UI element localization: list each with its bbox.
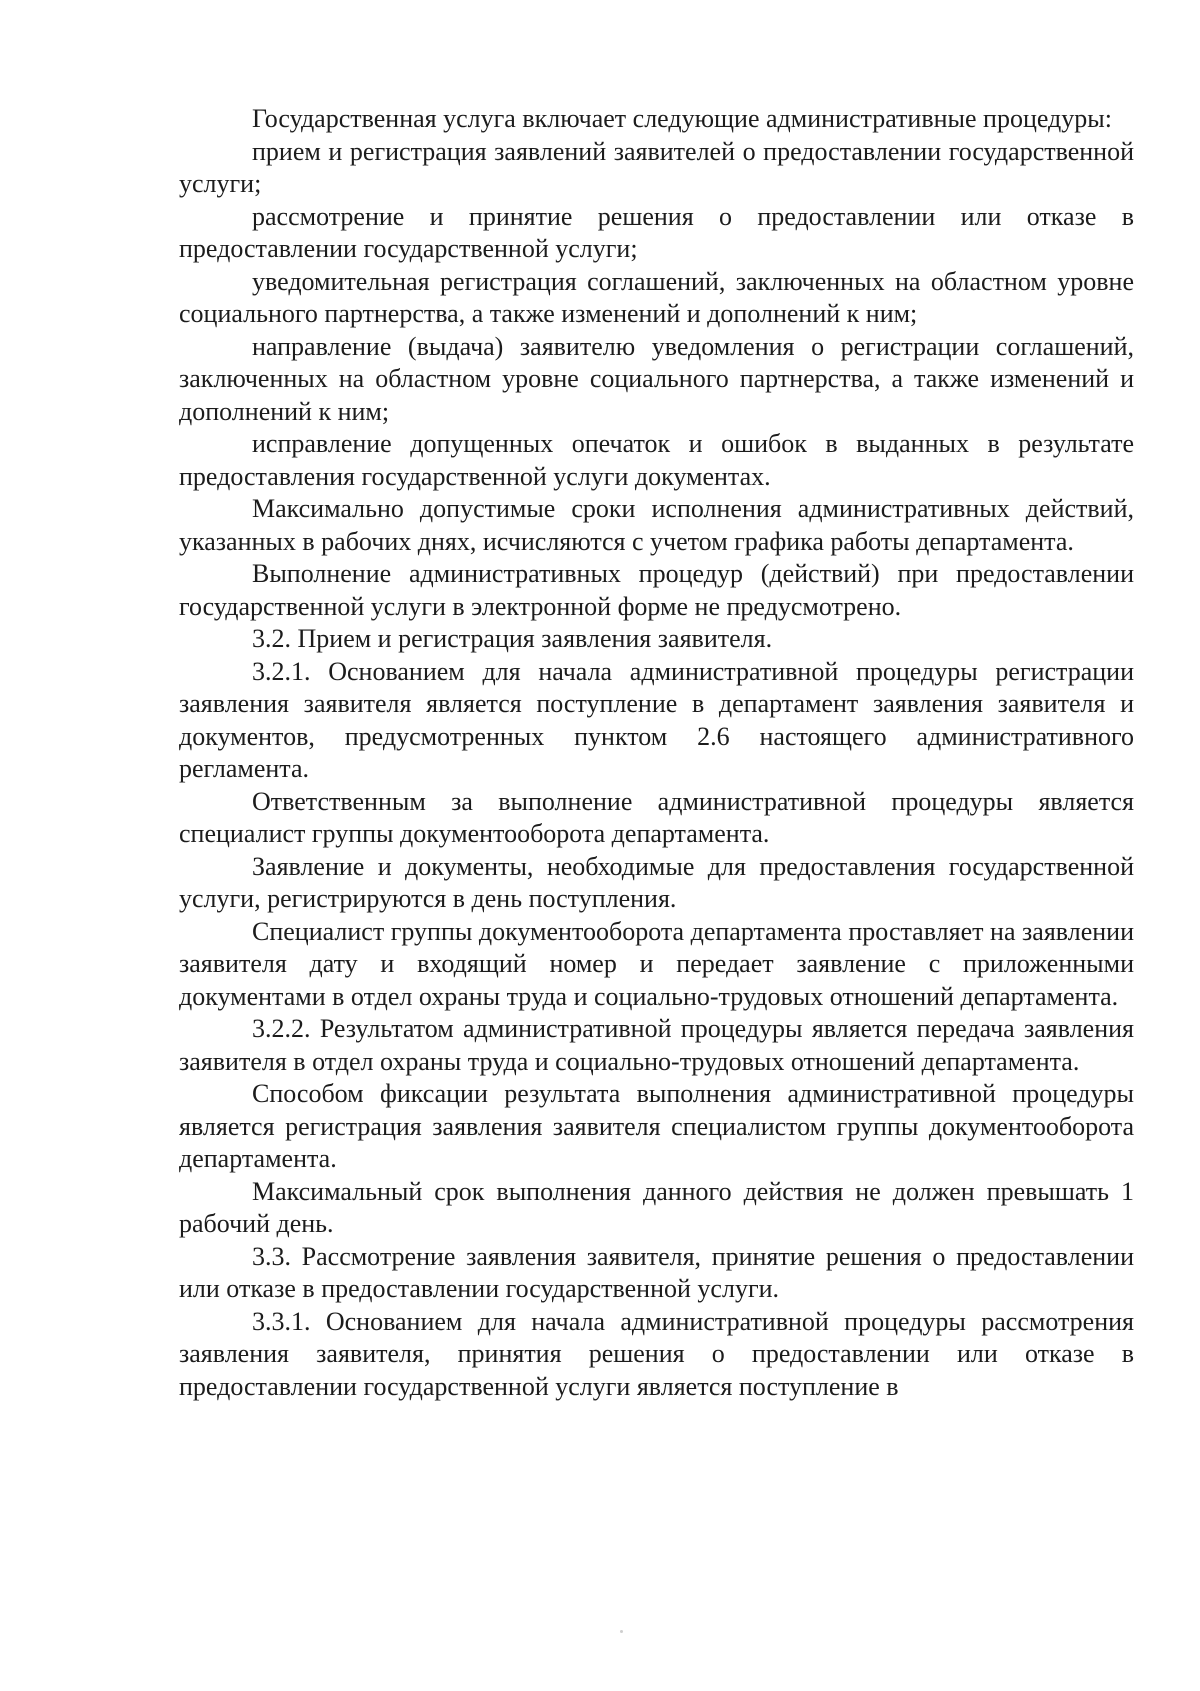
paragraph-list-item-review: рассмотрение и принятие решения о предоставлении или отказе в предоставлении государственной услуги; <box>179 201 1134 263</box>
paragraph-list-item-corrections: исправление допущенных опечаток и ошибок в выданных в результате предоставления государственной услуги документах. <box>179 429 1134 491</box>
section-heading-3-3: 3.3. Рассмотрение заявления заявителя, принятие решения о предоставлении или отказе в предоставлении государственной услуги. <box>179 1241 1134 1303</box>
paragraph-deadlines: Максимально допустимые сроки исполнения административных действий, указанных в рабочих днях, исчисляются с учетом графика работы департамента. <box>179 494 1134 556</box>
paragraph-registration-day: Заявление и документы, необходимые для предоставления государственной услуги, регистрируются в день поступления. <box>179 851 1134 913</box>
section-heading-3-2: 3.2. Прием и регистрация заявления заявителя. <box>252 624 773 653</box>
paragraph-list-item-reception: прием и регистрация заявлений заявителей о предоставлении государственной услуги; <box>179 136 1134 198</box>
paragraph-list-item-registration: уведомительная регистрация соглашений, заключенных на областном уровне социального партнерства, а также изменений и дополнений к ним; <box>179 266 1134 328</box>
paragraph-electronic-form: Выполнение административных процедур (действий) при предоставлении государственной услуги в электронной форме не предусмотрено. <box>179 559 1134 621</box>
paragraph-specialist-actions: Специалист группы документооборота департамента проставляет на заявлении заявителя дату и входящий номер и передает заявление с приложенными документами в отдел охраны труда и социально-трудовых отношений департамента. <box>179 916 1134 1011</box>
document-body <box>179 103 1134 1403</box>
paragraph-list-item-notification: направление (выдача) заявителю уведомления о регистрации соглашений, заключенных на областном уровне социального партнерства, а также изменений и дополнений к ним; <box>179 331 1134 426</box>
paragraph-3-3-1: 3.3.1. Основанием для начала административной процедуры рассмотрения заявления заявителя, принятия решения о предоставлении или отказе в предоставлении государственной услуги является поступление в <box>179 1306 1134 1401</box>
paragraph-max-term: Максимальный срок выполнения данного действия не должен превышать 1 рабочий день. <box>179 1176 1134 1238</box>
paragraph-3-2-2: 3.2.2. Результатом административной процедуры является передача заявления заявителя в отдел охраны труда и социально-трудовых отношений департамента. <box>179 1014 1134 1076</box>
paragraph-fixation-method: Способом фиксации результата выполнения административной процедуры является регистрация заявления заявителя специалистом группы документооборота департамента. <box>179 1079 1134 1173</box>
paragraph-3-2-1: 3.2.1. Основанием для начала административной процедуры регистрации заявления заявителя является поступление в департамент заявления заявителя и документов, предусмотренных пунктом 2.6 настоящего административного регламента. <box>179 656 1134 783</box>
scan-speck <box>620 1630 623 1633</box>
paragraph-responsible: Ответственным за выполнение административной процедуры является специалист группы документооборота департамента. <box>179 786 1134 848</box>
paragraph-procedures-intro: Государственная услуга включает следующие административные процедуры: <box>252 104 1112 133</box>
